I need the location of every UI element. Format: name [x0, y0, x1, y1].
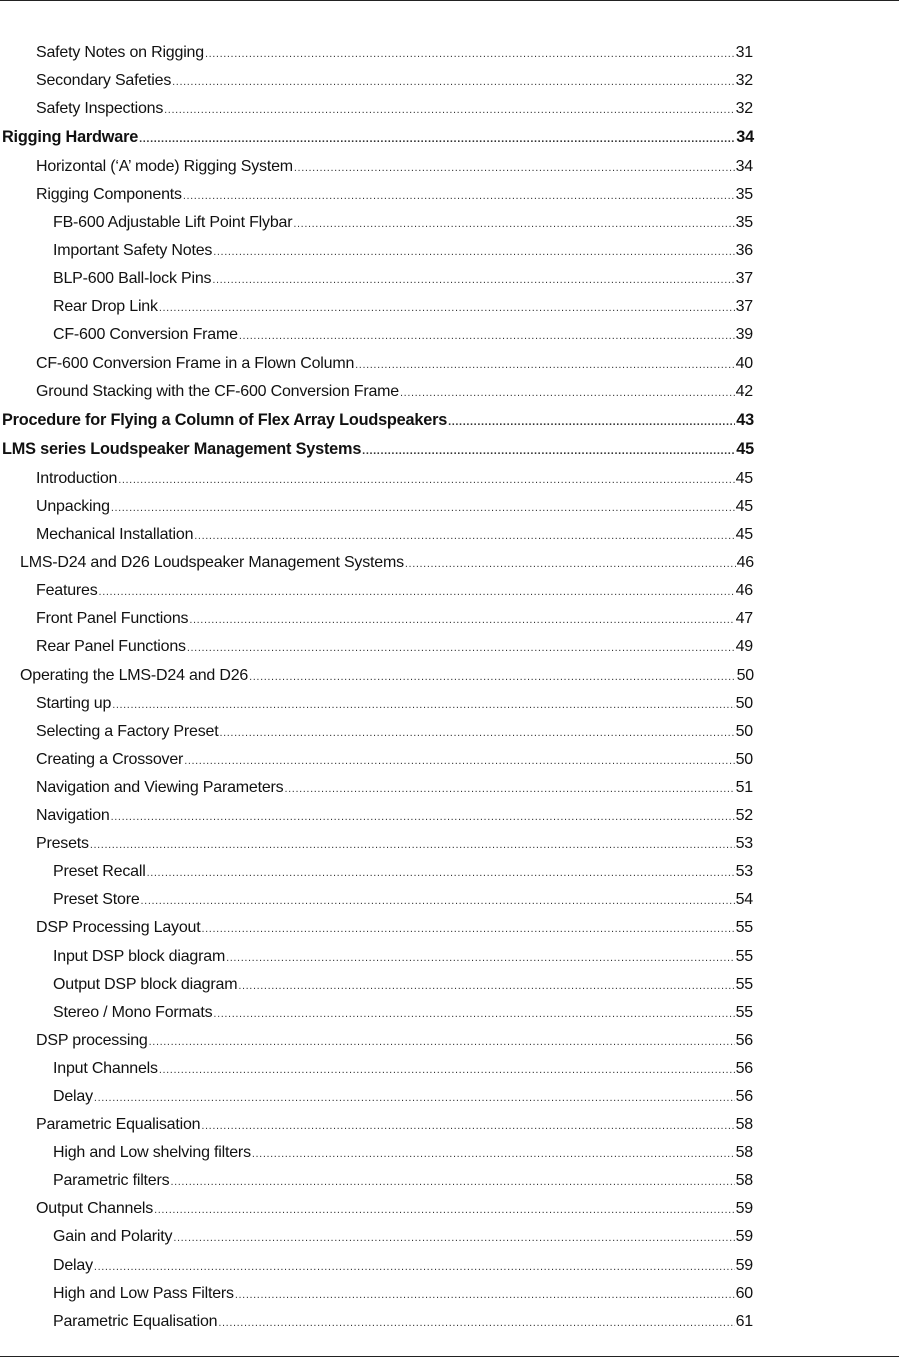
toc-entry-title: Presets [36, 835, 89, 853]
toc-entry-title: Creating a Crossover [36, 750, 184, 768]
toc-entry-title: Output Channels [36, 1200, 154, 1218]
toc-entry-page-number: 59 [735, 1256, 753, 1274]
toc-entry-page-number: 34 [736, 128, 754, 147]
toc-entry[interactable] [0, 690, 899, 718]
toc-dot-leader [184, 746, 734, 775]
toc-entry-title: Introduction [36, 469, 118, 487]
toc-entry-title: Input DSP block diagram [53, 947, 226, 965]
toc-entry-title: Delay [53, 1087, 93, 1105]
toc-entry-page-number: 32 [735, 100, 753, 118]
toc-dot-leader [111, 493, 735, 522]
toc-entry[interactable] [0, 858, 899, 886]
toc-dot-leader [159, 1055, 735, 1084]
toc-dot-leader [99, 577, 735, 606]
toc-entry[interactable] [0, 718, 899, 746]
toc-entry-title: Input Channels [53, 1059, 158, 1077]
toc-entry[interactable] [0, 605, 899, 633]
toc-entry-title: CF-600 Conversion Frame in a Flown Column [36, 354, 355, 372]
toc-entry-page-number: 53 [735, 863, 753, 881]
toc-entry[interactable] [0, 1111, 899, 1139]
toc-dot-leader [139, 123, 735, 155]
toc-entry[interactable] [0, 999, 899, 1027]
toc-entry-page-number: 55 [735, 975, 753, 993]
toc-entry-title: Safety Inspections [36, 100, 164, 118]
toc-entry-title: Ground Stacking with the CF-600 Conversion Frame [36, 382, 400, 400]
toc-entry-title: Output DSP block diagram [53, 975, 238, 993]
toc-entry[interactable] [0, 521, 899, 549]
toc-entry-title: CF-600 Conversion Frame [53, 326, 238, 344]
toc-entry-page-number: 45 [735, 469, 753, 487]
toc-dot-leader [159, 293, 735, 322]
toc-entry[interactable] [0, 943, 899, 971]
toc-entry-title: Mechanical Installation [36, 526, 194, 544]
toc-entry-title: Rigging Hardware [2, 128, 139, 147]
toc-entry-page-number: 61 [735, 1312, 753, 1330]
toc-entry[interactable] [0, 321, 899, 349]
toc-entry[interactable] [0, 1055, 899, 1083]
toc-entry[interactable] [0, 802, 899, 830]
toc-entry-title: DSP Processing Layout [36, 919, 201, 937]
toc-entry-page-number: 35 [735, 214, 753, 232]
toc-dot-leader [94, 1083, 735, 1112]
toc-entry-page-number: 60 [735, 1284, 753, 1302]
toc-dot-leader [170, 1167, 734, 1196]
toc-entry[interactable] [0, 1195, 899, 1223]
toc-entry[interactable] [0, 378, 899, 406]
toc-entry-title: Starting up [36, 694, 112, 712]
toc-entry-title: Unpacking [36, 498, 110, 515]
toc-entry[interactable] [0, 465, 899, 493]
toc-dot-leader [293, 209, 734, 238]
toc-entry-page-number: 56 [735, 1031, 753, 1049]
toc-dot-leader [118, 465, 734, 494]
toc-entry[interactable] [0, 123, 899, 153]
toc-entry-title: Parametric filters [53, 1172, 170, 1190]
toc-entry[interactable] [0, 293, 899, 321]
toc-entry[interactable] [0, 1308, 899, 1336]
toc-entry-page-number: 32 [735, 72, 753, 90]
toc-entry-title: BLP-600 Ball-lock Pins [53, 270, 212, 288]
toc-dot-leader [362, 435, 735, 467]
toc-entry-page-number: 58 [735, 1144, 753, 1162]
toc-dot-leader [164, 95, 734, 124]
toc-entry-title: Features [36, 582, 98, 600]
toc-dot-leader [172, 67, 734, 96]
toc-entry-title: Preset Recall [53, 863, 146, 881]
toc-entry-title: LMS series Loudspeaker Management Systems [2, 440, 362, 459]
toc-entry-page-number: 39 [735, 326, 753, 344]
toc-dot-leader [111, 802, 735, 831]
table-of-contents [0, 39, 899, 1336]
toc-dot-leader [226, 943, 735, 972]
toc-entry[interactable] [0, 265, 899, 293]
toc-entry[interactable] [0, 1167, 899, 1195]
toc-entry-page-number: 49 [735, 638, 753, 656]
toc-entry-page-number: 40 [735, 354, 753, 372]
toc-entry-title: High and Low Pass Filters [53, 1284, 234, 1302]
toc-dot-leader [213, 999, 734, 1028]
toc-entry-page-number: 34 [735, 157, 753, 175]
toc-entry[interactable] [0, 914, 899, 942]
toc-dot-leader [284, 774, 734, 803]
toc-dot-leader [154, 1195, 735, 1224]
toc-entry[interactable] [0, 971, 899, 999]
toc-dot-leader [355, 350, 734, 379]
toc-entry-page-number: 55 [735, 947, 753, 965]
toc-entry-title: FB-600 Adjustable Lift Point Flybar [53, 214, 293, 232]
toc-entry[interactable] [0, 549, 899, 577]
toc-entry[interactable] [0, 435, 899, 465]
toc-entry-page-number: 50 [735, 722, 753, 740]
toc-entry[interactable] [0, 1280, 899, 1308]
toc-entry-page-number: 46 [736, 554, 754, 572]
toc-entry-page-number: 58 [735, 1116, 753, 1134]
toc-entry-page-number: 55 [735, 919, 753, 937]
top-rule [0, 0, 899, 1]
toc-entry-title: DSP processing [36, 1031, 148, 1049]
toc-dot-leader [400, 378, 735, 407]
toc-entry-title: Navigation [36, 807, 110, 825]
toc-dot-leader [218, 1308, 734, 1337]
toc-entry-page-number: 52 [735, 807, 753, 825]
toc-entry-page-number: 56 [735, 1059, 753, 1077]
toc-entry-title: Navigation and Viewing Parameters [36, 778, 284, 796]
toc-dot-leader [239, 321, 735, 350]
toc-entry-title: Stereo / Mono Formats [53, 1003, 213, 1021]
toc-dot-leader [212, 265, 734, 294]
toc-entry-page-number: 59 [735, 1228, 753, 1246]
toc-entry-page-number: 43 [736, 410, 754, 429]
toc-dot-leader [238, 971, 734, 1000]
toc-dot-leader [187, 633, 735, 662]
toc-entry-title: Front Panel Functions [36, 610, 189, 628]
toc-dot-leader [213, 237, 734, 266]
toc-entry[interactable] [0, 746, 899, 774]
toc-entry-page-number: 45 [735, 498, 753, 515]
toc-entry[interactable] [0, 886, 899, 914]
toc-entry-title: Gain and Polarity [53, 1228, 173, 1246]
toc-dot-leader [405, 549, 736, 578]
toc-entry[interactable] [0, 662, 899, 690]
toc-entry-page-number: 50 [735, 750, 753, 768]
toc-entry-title: Parametric Equalisation [36, 1116, 201, 1134]
toc-dot-leader [189, 605, 734, 634]
toc-entry-title: Safety Notes on Rigging [36, 44, 204, 61]
toc-entry-title: Rear Panel Functions [36, 638, 186, 656]
toc-entry-title: Preset Store [53, 891, 140, 909]
toc-entry[interactable] [0, 774, 899, 802]
toc-entry-title: High and Low shelving filters [53, 1144, 251, 1162]
toc-entry[interactable] [0, 153, 899, 181]
toc-entry-title: Rigging Components [36, 185, 182, 203]
toc-entry-title: Horizontal (‘A’ mode) Rigging System [36, 157, 293, 175]
toc-dot-leader [141, 886, 735, 915]
toc-dot-leader [94, 1252, 735, 1281]
bottom-rule [0, 1356, 899, 1357]
toc-entry-page-number: 50 [736, 666, 754, 684]
toc-entry-page-number: 56 [735, 1087, 753, 1105]
toc-dot-leader [194, 521, 734, 550]
toc-entry-page-number: 45 [736, 440, 754, 459]
toc-entry-page-number: 46 [735, 582, 753, 600]
toc-dot-leader [205, 39, 735, 68]
toc-dot-leader [183, 181, 735, 210]
toc-entry[interactable] [0, 406, 899, 436]
toc-dot-leader [219, 718, 734, 747]
toc-entry[interactable] [0, 830, 899, 858]
toc-dot-leader [147, 858, 735, 887]
toc-dot-leader [448, 406, 735, 438]
toc-entry[interactable] [0, 39, 899, 67]
toc-entry-page-number: 31 [735, 44, 753, 61]
toc-dot-leader [149, 1027, 735, 1056]
toc-entry[interactable] [0, 1027, 899, 1055]
toc-entry-page-number: 37 [735, 270, 753, 288]
toc-entry-title: Rear Drop Link [53, 298, 158, 316]
toc-entry[interactable] [0, 67, 899, 95]
toc-entry-page-number: 37 [735, 298, 753, 316]
toc-entry[interactable] [0, 633, 899, 661]
toc-dot-leader [202, 914, 735, 943]
toc-entry[interactable] [0, 350, 899, 378]
toc-entry-page-number: 47 [735, 610, 753, 628]
toc-entry-title: Important Safety Notes [53, 242, 213, 260]
toc-entry-page-number: 45 [735, 526, 753, 544]
toc-entry-page-number: 35 [735, 185, 753, 203]
toc-entry-page-number: 53 [735, 835, 753, 853]
toc-entry-page-number: 58 [735, 1172, 753, 1190]
toc-entry-title: Secondary Safeties [36, 72, 172, 90]
toc-dot-leader [249, 662, 735, 691]
toc-entry[interactable] [0, 209, 899, 237]
toc-entry-page-number: 54 [735, 891, 753, 909]
toc-dot-leader [201, 1111, 734, 1140]
toc-dot-leader [235, 1280, 735, 1309]
toc-entry-page-number: 51 [735, 778, 753, 796]
toc-entry[interactable] [0, 1083, 899, 1111]
toc-entry-page-number: 50 [735, 694, 753, 712]
toc-entry[interactable] [0, 493, 899, 521]
toc-dot-leader [173, 1223, 734, 1252]
toc-entry[interactable] [0, 181, 899, 209]
toc-entry[interactable] [0, 237, 899, 265]
toc-entry-page-number: 55 [735, 1003, 753, 1021]
toc-entry[interactable] [0, 577, 899, 605]
toc-entry-title: LMS-D24 and D26 Loudspeaker Management Systems [20, 554, 404, 572]
toc-entry-page-number: 42 [735, 382, 753, 400]
toc-entry-title: Selecting a Factory Preset [36, 722, 219, 740]
toc-dot-leader [294, 153, 735, 182]
toc-dot-leader [252, 1139, 735, 1168]
toc-dot-leader [112, 690, 734, 719]
toc-entry[interactable] [0, 1223, 899, 1251]
toc-entry-page-number: 59 [735, 1200, 753, 1218]
toc-entry-page-number: 36 [735, 242, 753, 260]
toc-dot-leader [90, 830, 735, 859]
toc-entry-title: Procedure for Flying a Column of Flex Array Loudspeakers [2, 410, 448, 429]
toc-entry[interactable] [0, 1139, 899, 1167]
toc-entry-title: Delay [53, 1256, 93, 1274]
toc-entry-title: Parametric Equalisation [53, 1312, 218, 1330]
toc-entry[interactable] [0, 95, 899, 123]
toc-entry[interactable] [0, 1252, 899, 1280]
toc-entry-title: Operating the LMS-D24 and D26 [20, 666, 249, 684]
